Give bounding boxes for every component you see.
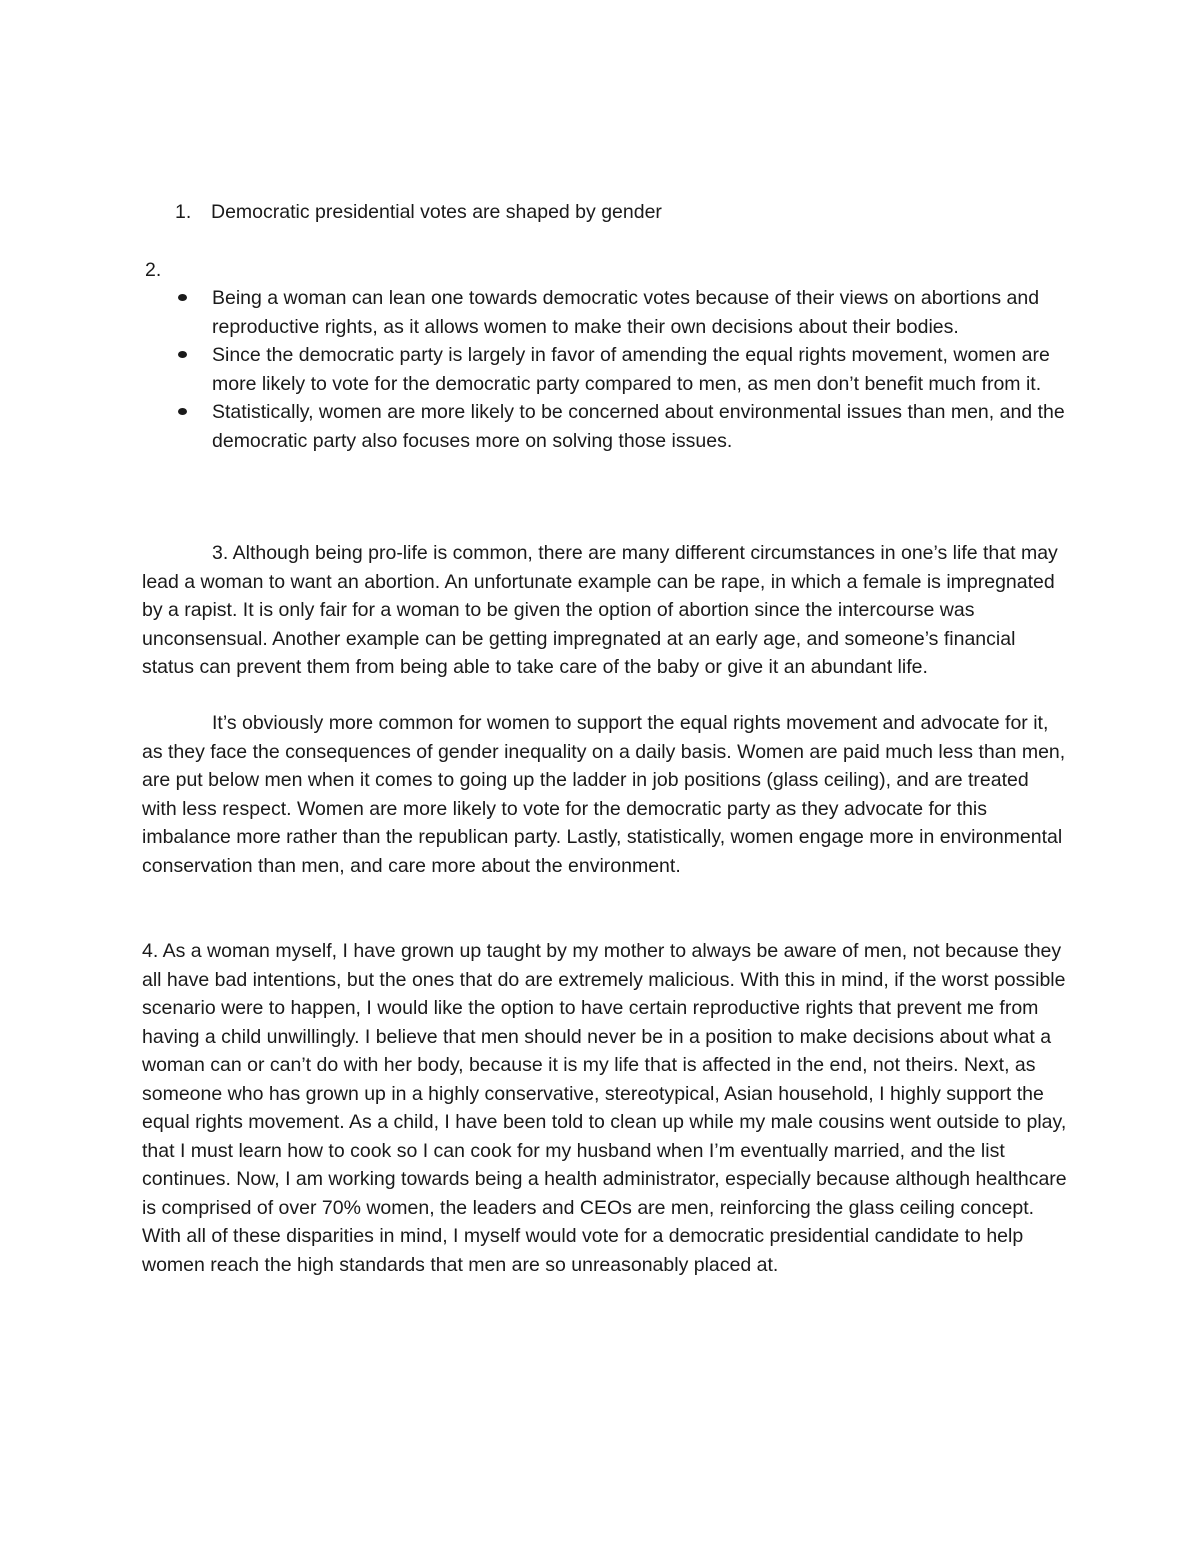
bullet-list [176,284,1066,455]
thesis-text: Democratic presidential votes are shaped by gender [211,201,662,223]
bullet-icon [178,408,187,415]
paragraph-text: 4. As a woman myself, I have grown up taught by my mother to always be aware of men, not because they all have bad intentions, but the ones that do are extremely malicious. With this in mind, if the worst possible scenario were to happen, I would like the option to have certain reproductive rights that prevent me from having a child unwillingly. I believe that men should never be in a position to make decisions about what a woman can or can’t do with her body, because it is my life that is affected in the end, not theirs. Next, as someone who has grown up in a highly conservative, stereotypical, Asian household, I highly support the equal rights movement. As a child, I have been told to clean up while my male cousins went outside to play, that I must learn how to cook so I can cook for my husband when I’m eventually married, and the list continues. Now, I am working towards being a health administrator, especially because although healthcare is comprised of over 70% women, the leaders and CEOs are men, reinforcing the glass ceiling concept. With all of these disparities in mind, I myself would vote for a democratic presidential candidate to help women reach the high standards that men are so unreasonably placed at. [142,940,1067,1276]
list-item-1 [175,198,1075,227]
paragraph-item-4 [142,937,1067,1279]
paragraph-text: It’s obviously more common for women to support the equal rights movement and advocate for it, as they face the consequences of gender inequality on a daily basis. Women are paid much less than men, are put below men when it comes to going up the ladder in job positions (glass ceiling), and are treated with less respect. Women are more likely to vote for the democratic party as they advocate for this imbalance more rather than the republican party. Lastly, statistically, women engage more in environmental conservation than men, and care more about the environment. [142,712,1066,877]
paragraph-item-3 [142,539,1067,682]
list-number-2: 2. [145,259,162,281]
bullet-item [176,398,1066,455]
bullet-text: Statistically, women are more likely to be concerned about environmental issues than men, and the democratic party also focuses more on solving those issues. [212,401,1065,452]
paragraph-item-3-continued [142,709,1067,880]
bullet-item [176,284,1066,341]
bullet-item [176,341,1066,398]
bullet-icon [178,294,187,301]
bullet-text: Being a woman can lean one towards democratic votes because of their views on abortions and reproductive rights, as it allows women to make their own decisions about their bodies. [212,287,1040,338]
bullet-icon [178,351,187,358]
bullet-text: Since the democratic party is largely in favor of amending the equal rights movement, women are more likely to vote for the democratic party compared to men, as men don’t benefit much from it. [212,344,1050,395]
paragraph-text: 3. Although being pro-life is common, there are many different circumstances in one’s life that may lead a woman to want an abortion. An unfortunate example can be rape, in which a female is impregnated by a rapist. It is only fair for a woman to be given the option of abortion since the intercourse was unconsensual. Another example can be getting impregnated at an early age, and someone’s financial status can prevent them from being able to take care of the baby or give it an abundant life. [142,542,1058,678]
list-number: 1. [175,201,192,223]
